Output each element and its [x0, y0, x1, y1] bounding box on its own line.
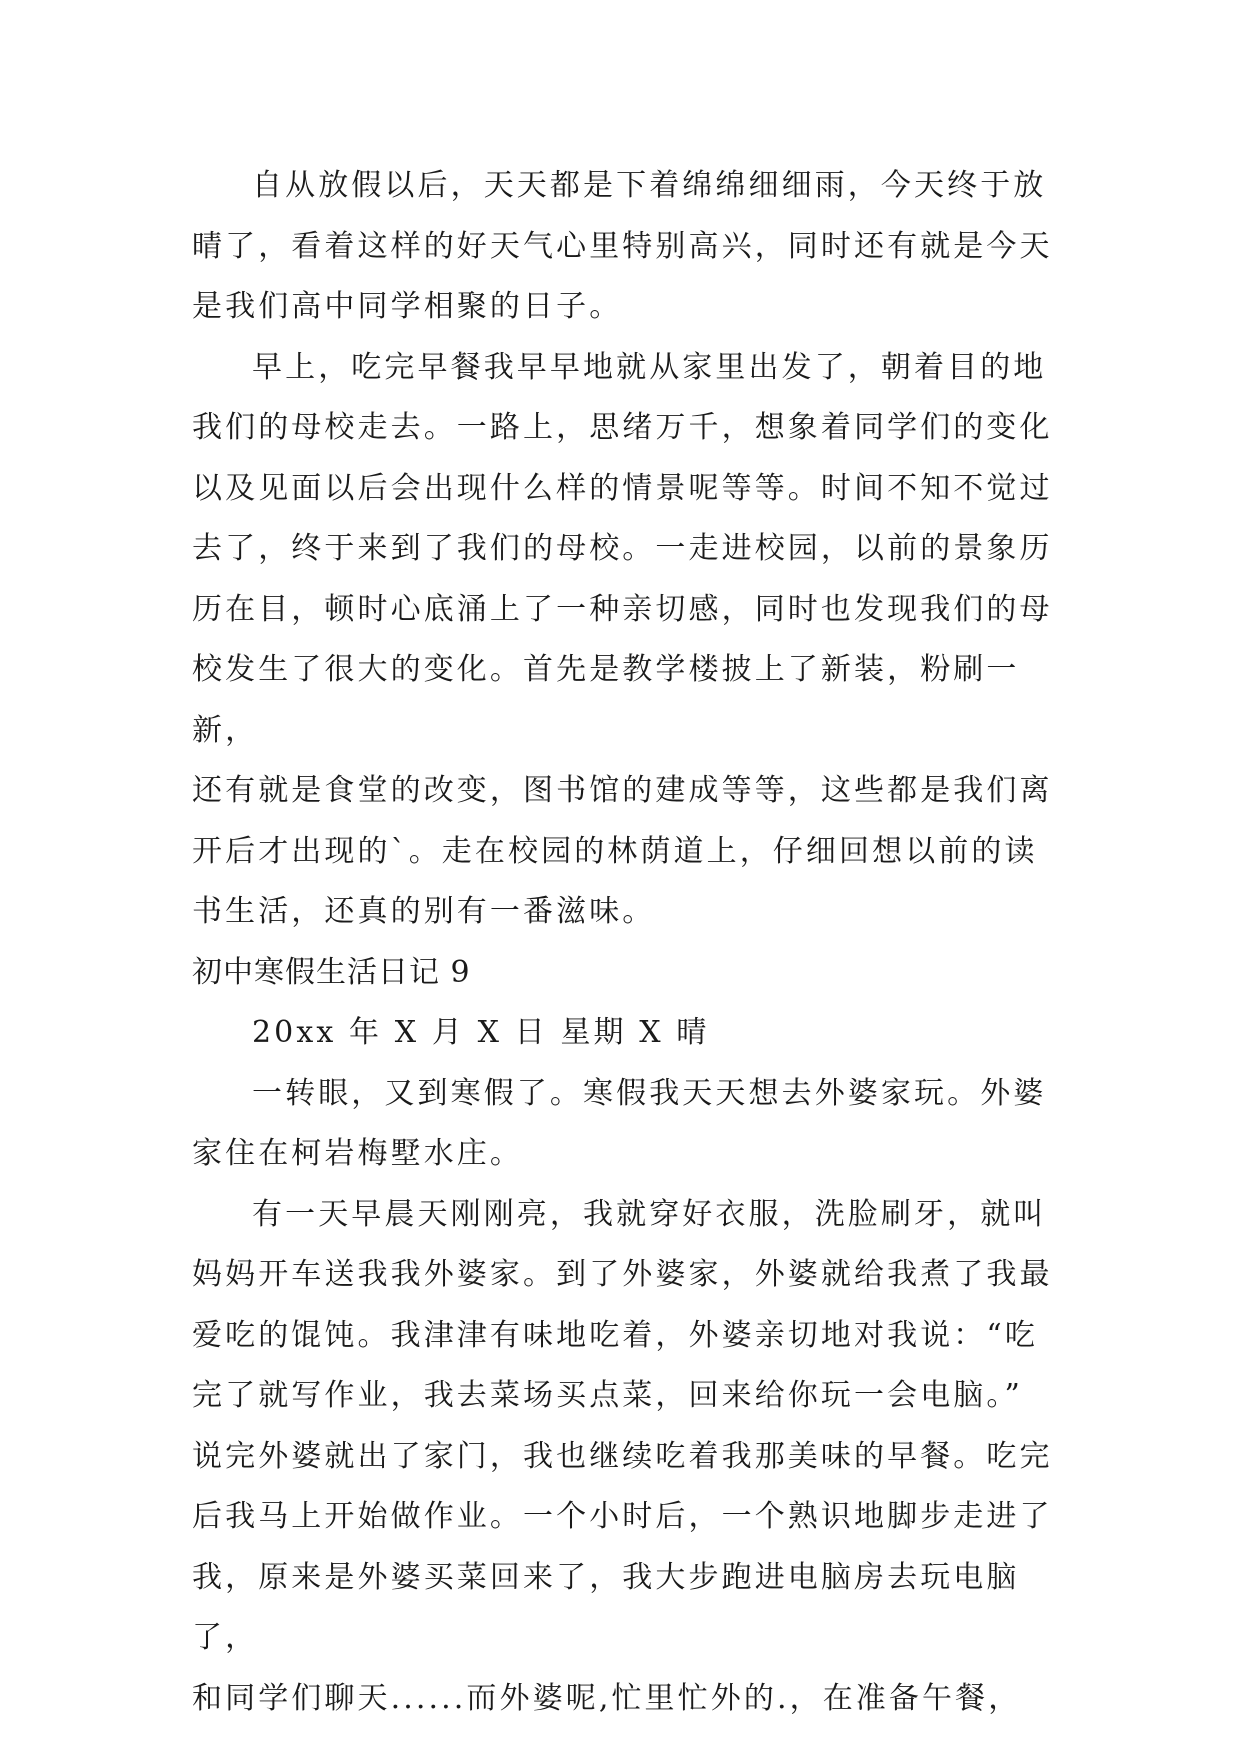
paragraph-vacation-rain: 自从放假以后，天天都是下着绵绵细细雨，今天终于放 晴了，看着这样的好天气心里特别高兴，同时还有就是今天 是我们高中同学相聚的日子。	[192, 168, 1053, 324]
paragraph-winter-break: 一转眼，又到寒假了。寒假我天天想去外婆家玩。外婆 家住在柯岩梅墅水庄。	[192, 1075, 1047, 1171]
section-title: 初中寒假生活日记 9	[192, 954, 471, 990]
document-body	[192, 156, 1060, 1729]
paragraph-grandma-house: 有一天早晨天刚刚亮，我就穿好衣服，洗脸刷牙，就叫 妈妈开车送我我外婆家。到了外婆家，外婆就给我煮了我最 爱吃的馄饨。我津津有味地吃着，外婆亲切地对我说：“吃 完了就写作业，我去菜场买点菜，回来给你玩一会电脑。” 说完外婆就出了家门，我也继续吃着我那美味的早餐。吃完 后我马上开始做作业。一个小时后，一个熟识地脚步走进了 我，原来是外婆买菜回来了，我大步跑进电脑房去玩电脑了， 和同学们聊天......而外婆呢,忙里忙外的.，在准备午餐，	[192, 1196, 1053, 1716]
paragraph-school-visit: 早上，吃完早餐我早早地就从家里出发了，朝着目的地 我们的母校走去。一路上，思绪万千，想象着同学们的变化 以及见面以后会出现什么样的情景呢等等。时间不知不觉过 去了，终于来到了我们的母校。一走进校园，以前的景象历 历在目，顿时心底涌上了一种亲切感，同时也发现我们的母 校发生了很大的变化。首先是教学楼披上了新装，粉刷一新， 还有就是食堂的改变，图书馆的建成等等，这些都是我们离 开后才出现的`。走在校园的林荫道上，仔细回想以前的读 书生活，还真的别有一番滋味。	[192, 349, 1053, 929]
diary-date-line: 20xx 年 X 月 X 日 星期 X 晴	[252, 1015, 710, 1050]
